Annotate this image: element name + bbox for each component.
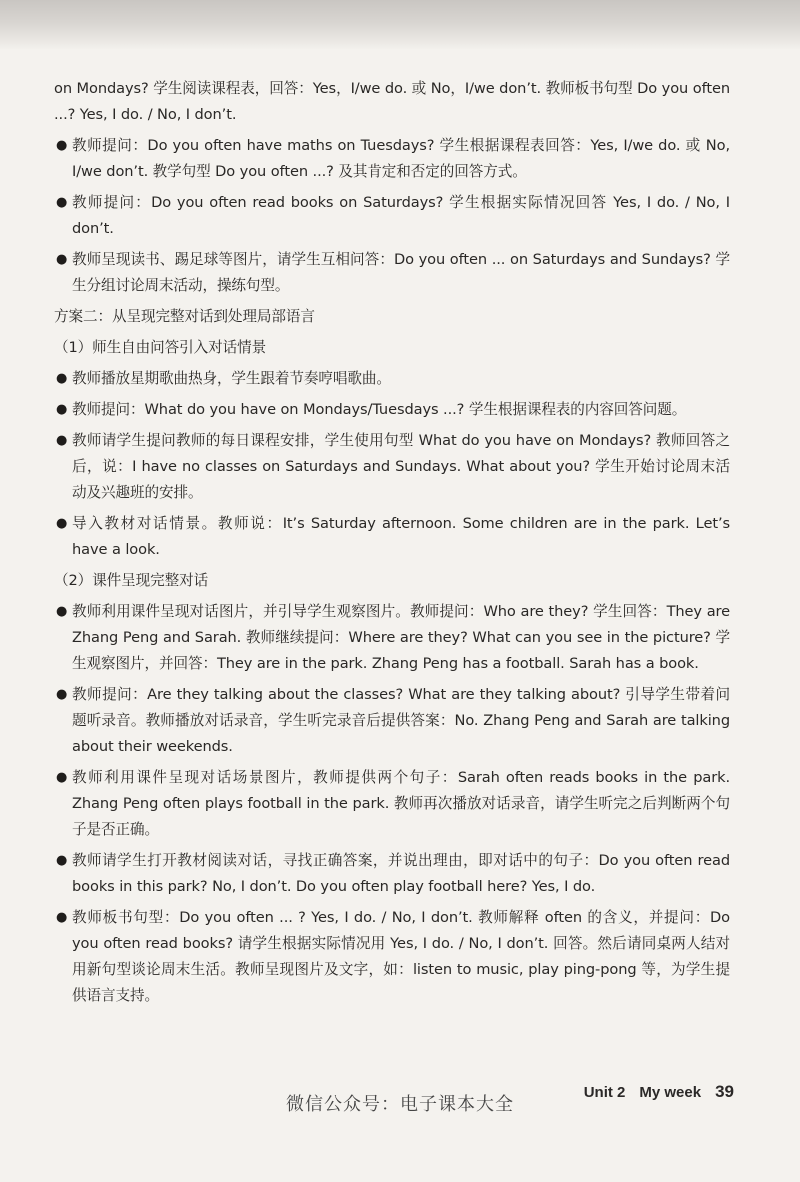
bullet-icon: ● (56, 910, 68, 925)
bullet-text: 教师提问：What do you have on Mondays/Tuesdays ...? 学生根据课程表的内容回答问题。 (72, 401, 687, 418)
bullet-icon: ● (56, 371, 68, 386)
watermark-caption: 微信公众号：电子课本大全 (286, 1094, 514, 1115)
bullet-icon: ● (56, 402, 68, 417)
bullet-text: 教师请学生提问教师的每日课程安排，学生使用句型 What do you have on Mondays? 教师回答之后，说：I have no classes on Saturdays and Sundays. What about you? 学生开始讨论周末活动及兴趣班的安排。 (72, 432, 730, 501)
bullet-item (54, 765, 730, 843)
book-page (0, 50, 800, 1182)
bullet-text: 教师提问：Are they talking about the classes? What are they talking about? 引导学生带着问题听录音。教师播放对话录音，学生听完录音后提供答案：No. Zhang Peng and Sarah are talking about their weekends. (72, 686, 730, 755)
footer-title: My week (639, 1084, 702, 1101)
subsection-heading: （2）课件呈现完整对话 (54, 572, 209, 589)
bullet-item (54, 133, 730, 185)
bullet-item (54, 366, 730, 392)
bullet-text: 导入教材对话情景。教师说：It’s Saturday afternoon. Some children are in the park. Let’s have a look. (72, 515, 730, 558)
bullet-text: 教师请学生打开教材阅读对话，寻找正确答案，并说出理由，即对话中的句子：Do you often read books in this park? No, I don’t. Do you often play football here? Yes, I do. (72, 852, 730, 895)
bullet-icon: ● (56, 770, 68, 785)
bullet-icon: ● (56, 195, 68, 210)
bullet-text: 教师利用课件呈现对话图片，并引导学生观察图片。教师提问：Who are they? 学生回答：They are Zhang Peng and Sarah. 教师继续提问：Where are they? What can you see in the picture? 学生观察图片，并回答：They are in the park. Zhang Peng has a football. Sarah has a book. (72, 603, 730, 672)
bullet-text: 教师提问：Do you often have maths on Tuesdays? 学生根据课程表回答：Yes, I/we do. 或 No, I/we don’t. 教学句型 Do you often ...? 及其肯定和否定的回答方式。 (72, 137, 730, 180)
bullet-text: 教师板书句型：Do you often ... ? Yes, I do. / No, I don’t. 教师解释 often 的含义，并提问：Do you often read books? 请学生根据实际情况用 Yes, I do. / No, I don’t. 回答。然后请同桌两人结对用新句型谈论周末生活。教师呈现图片及文字，如：listen to music, play ping-pong 等，为学生提供语言支持。 (72, 909, 730, 1004)
section-heading: 方案二：从呈现完整对话到处理局部语言 (54, 308, 315, 325)
bullet-icon: ● (56, 138, 68, 153)
continued-paragraph: on Mondays? 学生阅读课程表，回答：Yes，I/we do. 或 No，I/we don’t. 教师板书句型 Do you often ...? Yes, I do. / No, I don’t. (54, 80, 730, 123)
page-number: 39 (715, 1082, 734, 1101)
bullet-icon: ● (56, 687, 68, 702)
page-top-edge (0, 0, 800, 50)
bullet-text: 教师利用课件呈现对话场景图片，教师提供两个句子：Sarah often reads books in the park. Zhang Peng often plays football in the park. 教师再次播放对话录音，请学生听完之后判断两个句子是否正确。 (72, 769, 730, 838)
bullet-item (54, 905, 730, 1009)
bullet-text: 教师呈现读书、踢足球等图片，请学生互相问答：Do you often ... on Saturdays and Sundays? 学生分组讨论周末活动，操练句型。 (72, 251, 730, 294)
bullet-icon: ● (56, 516, 68, 531)
bullet-item (54, 511, 730, 563)
page-content (54, 76, 730, 1014)
bullet-icon: ● (56, 853, 68, 868)
bullet-icon: ● (56, 252, 68, 267)
bullet-item (54, 190, 730, 242)
footer-unit: Unit 2 (583, 1084, 626, 1101)
bullet-item (54, 848, 730, 900)
bullet-text: 教师提问：Do you often read books on Saturdays? 学生根据实际情况回答 Yes, I do. / No, I don’t. (72, 194, 730, 237)
bullet-item (54, 682, 730, 760)
bullet-icon: ● (56, 604, 68, 619)
bullet-icon: ● (56, 433, 68, 448)
bullet-item (54, 397, 730, 423)
bullet-item (54, 599, 730, 677)
subsection-heading: （1）师生自由问答引入对话情景 (54, 339, 267, 356)
bullet-item (54, 428, 730, 506)
bullet-text: 教师播放星期歌曲热身，学生跟着节奏哼唱歌曲。 (72, 370, 391, 387)
bullet-item (54, 247, 730, 299)
